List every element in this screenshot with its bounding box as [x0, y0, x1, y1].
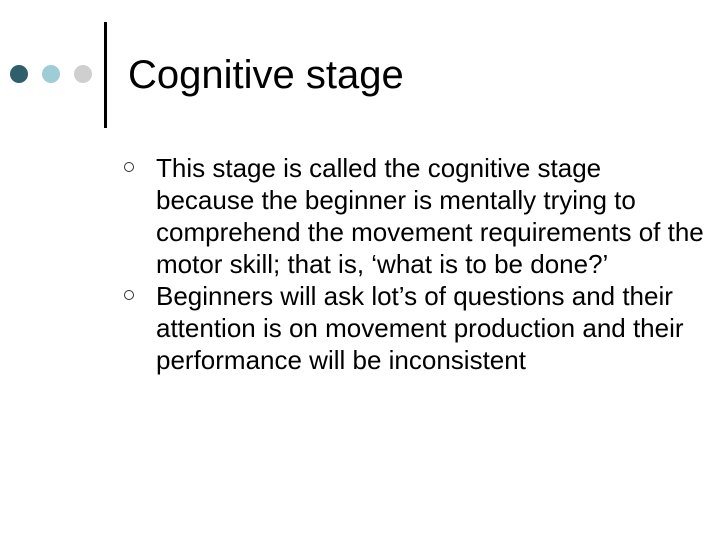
light-teal-dot-icon [42, 65, 60, 83]
dark-teal-dot-icon [10, 65, 28, 83]
hollow-circle-bullet-icon [124, 290, 134, 300]
title-divider [104, 22, 107, 128]
bullet-item [124, 152, 704, 280]
slide-title: Cognitive stage [128, 53, 404, 97]
hollow-circle-bullet-icon [124, 162, 134, 172]
bullet-item [124, 280, 704, 376]
bullet-text: This stage is called the cognitive stage because the beginner is mentally trying to comprehend the movement requirements of the motor skill; that is, ‘what is to be done?’ [156, 153, 704, 279]
bullet-list [124, 152, 704, 376]
bullet-text: Beginners will ask lot’s of questions and their attention is on movement production and their performance will be inconsistent [156, 281, 684, 375]
gray-dot-icon [74, 65, 92, 83]
decorative-dots [0, 0, 100, 150]
